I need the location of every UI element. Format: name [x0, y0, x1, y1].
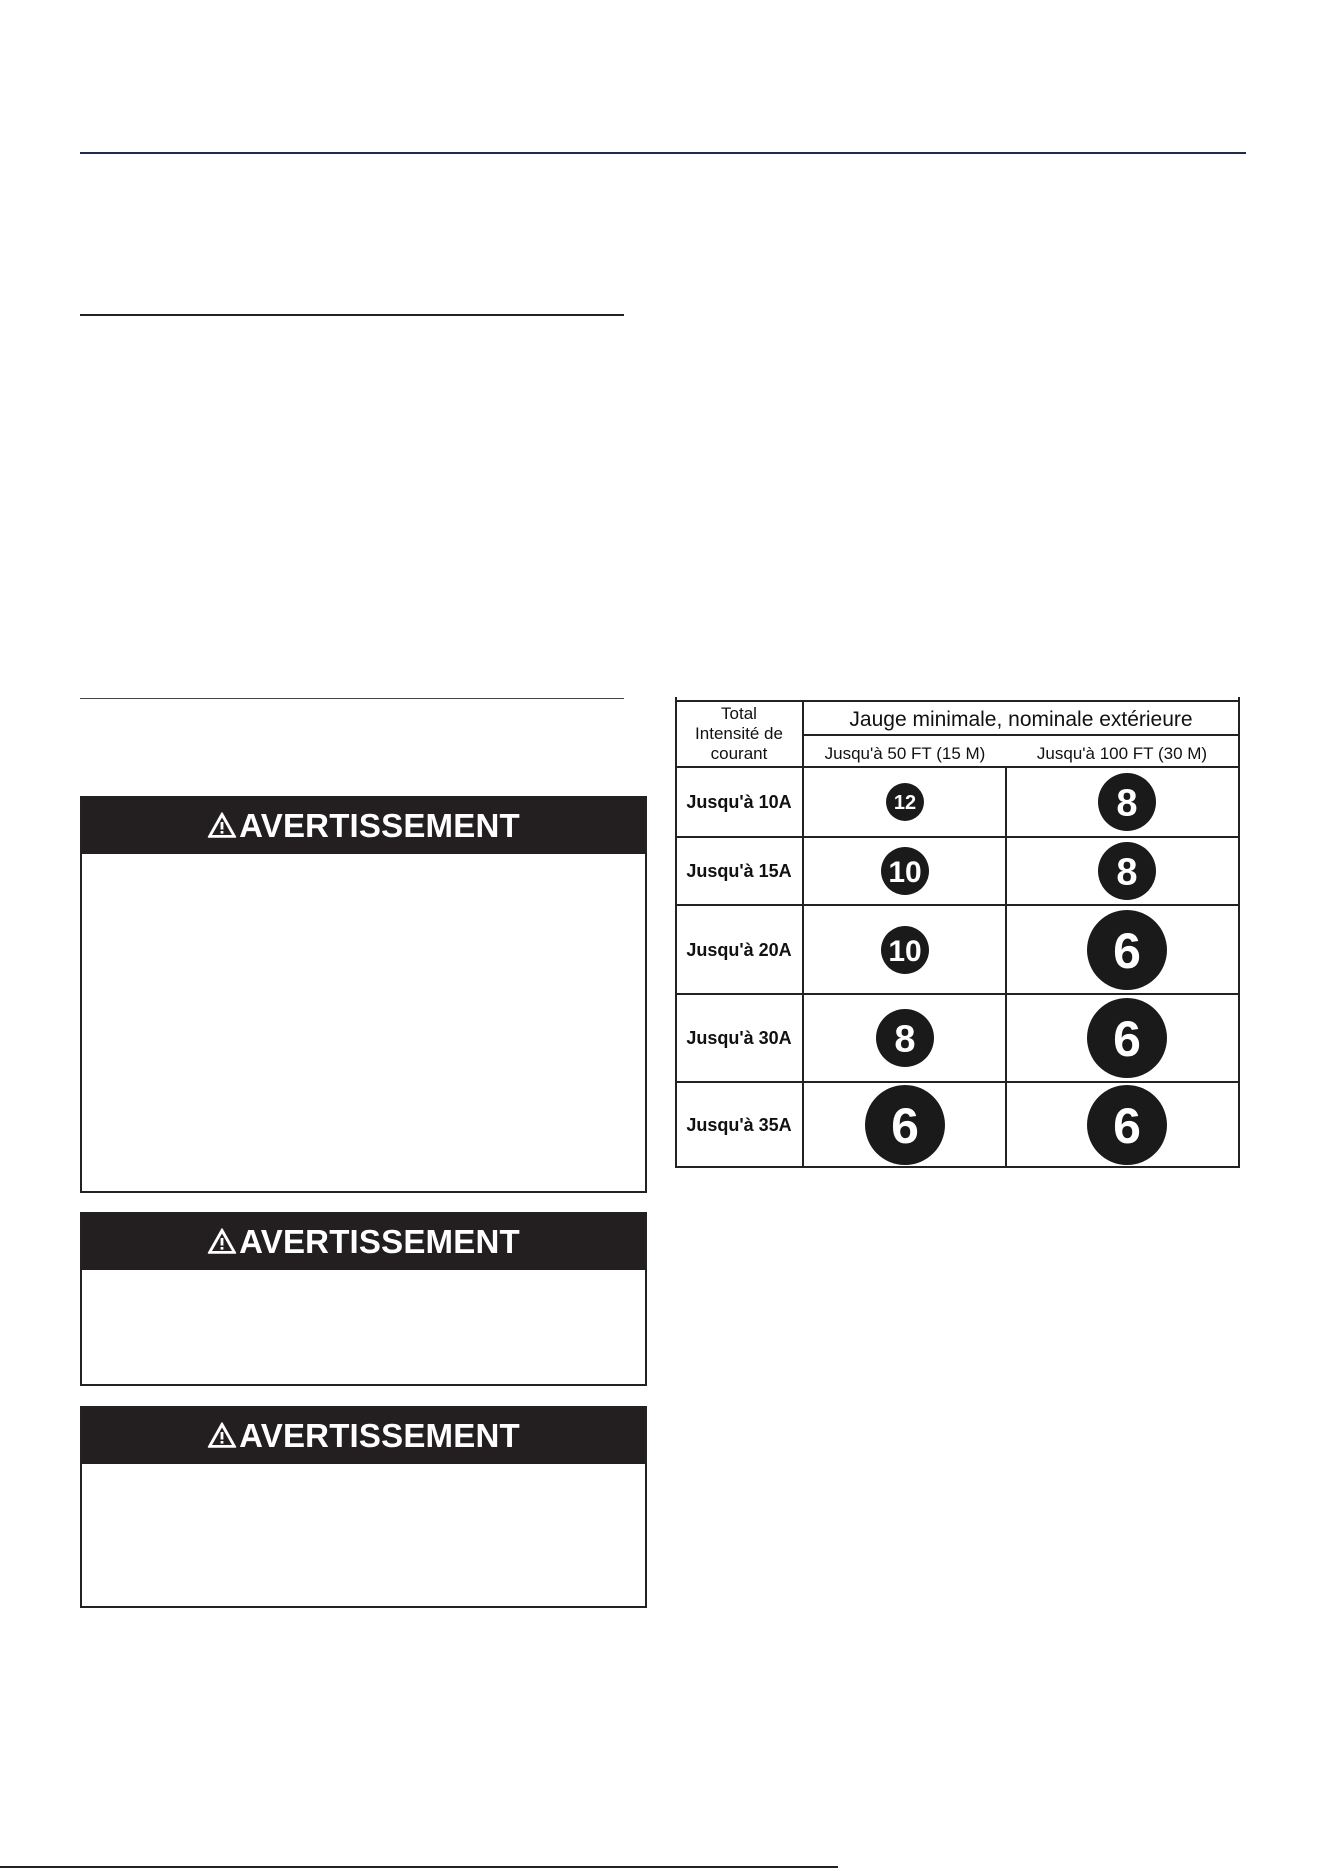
gauge-50-badge: 8 — [894, 1018, 916, 1061]
gauge-100-badge: 6 — [1113, 1098, 1141, 1154]
amps-cell: Jusqu'à 30A — [686, 1028, 792, 1048]
gauge-table-graphic — [675, 697, 1240, 1168]
warning-label: AVERTISSEMENT — [239, 1223, 520, 1260]
warning-label: AVERTISSEMENT — [239, 1417, 520, 1454]
col-100-header: Jusqu'à 100 FT (30 M) — [1036, 744, 1208, 763]
warning-header — [82, 1214, 645, 1270]
gauge-100-badge: 6 — [1113, 923, 1141, 979]
warning-box — [80, 1406, 647, 1608]
col-total-line1: Total — [721, 704, 757, 723]
gauge-rows — [686, 773, 1167, 1165]
amps-cell: Jusqu'à 35A — [686, 1115, 792, 1135]
gauge-50-badge: 12 — [893, 792, 917, 815]
amps-cell: Jusqu'à 20A — [686, 940, 792, 960]
footer-rule — [0, 1866, 838, 1868]
warning-triangle-icon — [207, 1421, 237, 1449]
section-divider — [80, 698, 624, 699]
gauge-table — [675, 697, 1240, 1168]
warning-header — [82, 1408, 645, 1464]
warning-header — [82, 798, 645, 854]
gauge-100-badge: 6 — [1113, 1011, 1141, 1067]
warning-triangle-icon — [207, 1227, 237, 1255]
amps-cell: Jusqu'à 10A — [686, 792, 792, 812]
col-total-line2: Intensité de — [695, 724, 783, 743]
warning-box — [80, 796, 647, 1193]
gauge-50-badge: 10 — [888, 855, 922, 889]
gauge-50-badge: 10 — [888, 934, 922, 968]
group-header: Jauge minimale, nominale extérieure — [849, 708, 1193, 731]
gauge-100-badge: 8 — [1116, 851, 1138, 894]
section-divider — [80, 314, 624, 316]
warning-label: AVERTISSEMENT — [239, 807, 520, 844]
warning-box — [80, 1212, 647, 1386]
gauge-50-badge: 6 — [891, 1098, 919, 1154]
gauge-100-badge: 8 — [1116, 782, 1138, 825]
header-rule — [80, 152, 1246, 154]
warning-triangle-icon — [207, 811, 237, 839]
col-total-line3: courant — [710, 744, 768, 763]
col-50-header: Jusqu'à 50 FT (15 M) — [824, 744, 986, 763]
amps-cell: Jusqu'à 15A — [686, 861, 792, 881]
